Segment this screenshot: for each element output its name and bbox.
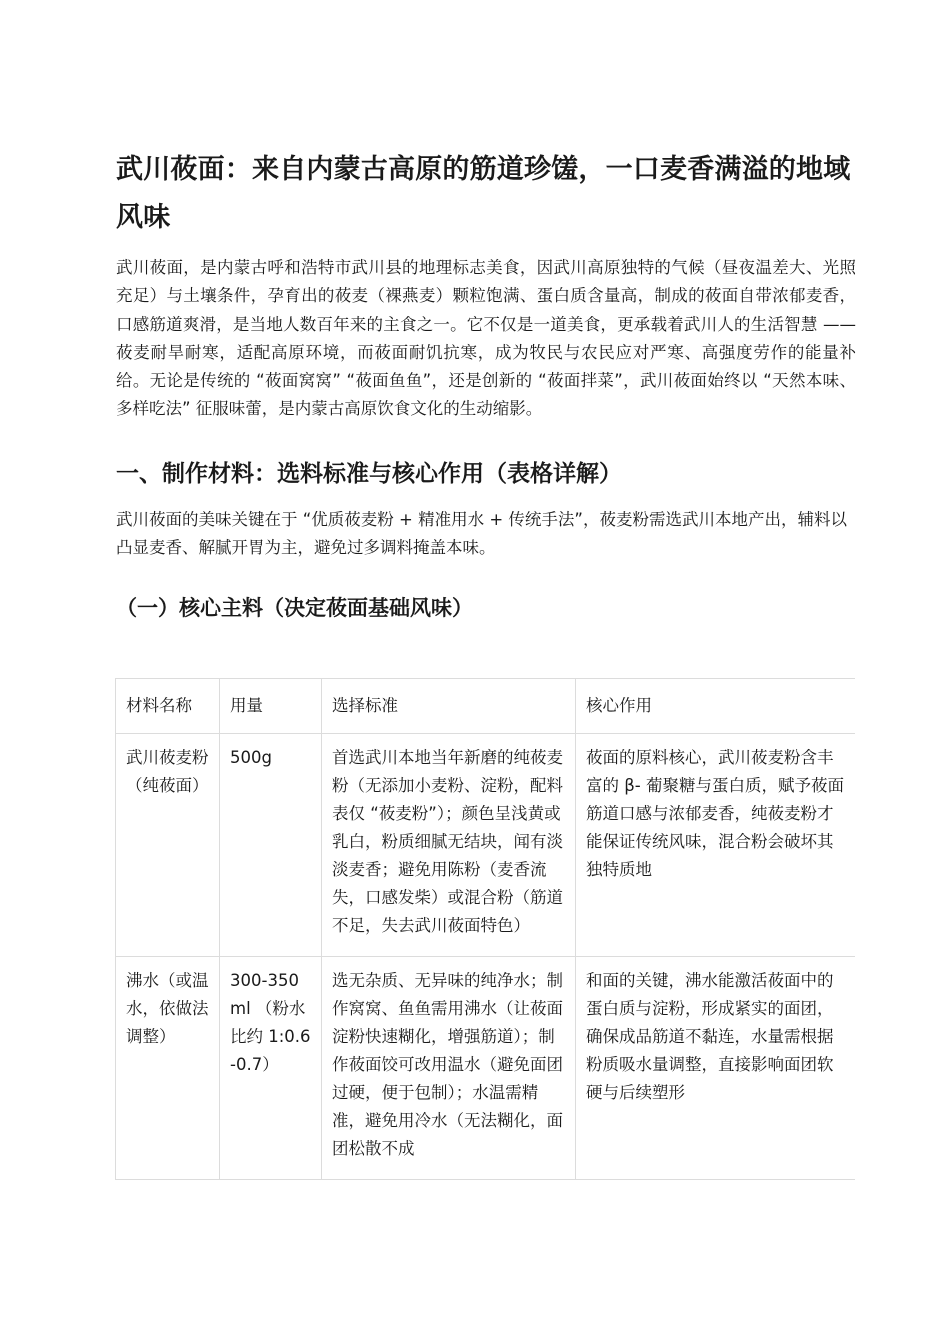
document-page: [116, 146, 856, 626]
cell-standard: 首选武川本地当年新磨的纯莜麦粉（无添加小麦粉、淀粉，配料表仅 “莜麦粉”）；颜色呈浅黄或乳白，粉质细腻无结块，闻有淡淡麦香；避免用陈粉（麦香流失，口感发柴）或混合粉（筋道不足，失去武川莜面特色）: [322, 734, 576, 957]
section-paragraph-materials: 武川莜面的美味关键在于 “优质莜麦粉 + 精准用水 + 传统手法”，莜麦粉需选武川本地产出，辅料以凸显麦香、解腻开胃为主，避免过多调料掩盖本味。: [116, 509, 847, 558]
cell-role: 莜面的原料核心，武川莜麦粉含丰富的 β- 葡聚糖与蛋白质，赋予莜面筋道口感与浓郁麦香，纯莜麦粉才能保证传统风味，混合粉会破坏其独特质地: [576, 734, 856, 957]
page-title: 武川莜面：来自内蒙古高原的筋道珍馐，一口麦香满溢的地域风味: [116, 154, 851, 233]
cell-role: 和面的关键，沸水能激活莜面中的蛋白质与淀粉，形成紧实的面团，确保成品筋道不黏连，水量需根据粉质吸水量调整，直接影响面团软硬与后续塑形: [576, 957, 856, 1180]
cell-name: 沸水（或温水，依做法调整）: [116, 957, 220, 1180]
ingredients-table-container: [115, 678, 855, 1190]
table-row: [116, 957, 856, 1180]
cell-name: 武川莜麦粉（纯莜面）: [116, 734, 220, 957]
section-heading-materials: 一、制作材料：选料标准与核心作用（表格详解）: [116, 460, 622, 487]
subsection-heading-main-ingredients: （一）核心主料（决定莜面基础风味）: [116, 596, 473, 621]
column-header-role: 核心作用: [576, 679, 856, 734]
column-header-name: 材料名称: [116, 679, 220, 734]
column-header-standard: 选择标准: [322, 679, 576, 734]
ingredients-table: [115, 678, 855, 1180]
cell-amount: 500g: [220, 734, 322, 957]
intro-paragraph: 武川莜面，是内蒙古呼和浩特市武川县的地理标志美食，因武川高原独特的气候（昼夜温差大、光照充足）与土壤条件，孕育出的莜麦（裸燕麦）颗粒饱满、蛋白质含量高，制成的莜面自带浓郁麦香，口感筋道爽滑，是当地人数百年来的主食之一。它不仅是一道美食，更承载着武川人的生活智慧 —— 莜麦耐旱耐寒，适配高原环境，而莜面耐饥抗寒，成为牧民与农民应对严寒、高强度劳作的能量补给。无论是传统的 “莜面窝窝” “莜面鱼鱼”，还是创新的 “莜面拌菜”，武川莜面始终以 “天然本味、多样吃法” 征服味蕾，是内蒙古高原饮食文化的生动缩影。: [116, 258, 856, 419]
table-header-row: [116, 679, 856, 734]
column-header-amount: 用量: [220, 679, 322, 734]
table-row: [116, 734, 856, 957]
cell-amount: 300-350ml （粉水比约 1:0.6-0.7）: [220, 957, 322, 1180]
cell-standard: 选无杂质、无异味的纯净水；制作窝窝、鱼鱼需用沸水（让莜面淀粉快速糊化，增强筋道）；制作莜面饺可改用温水（避免面团过硬，便于包制）；水温需精准，避免用冷水（无法糊化，面团松散不成: [322, 957, 576, 1180]
